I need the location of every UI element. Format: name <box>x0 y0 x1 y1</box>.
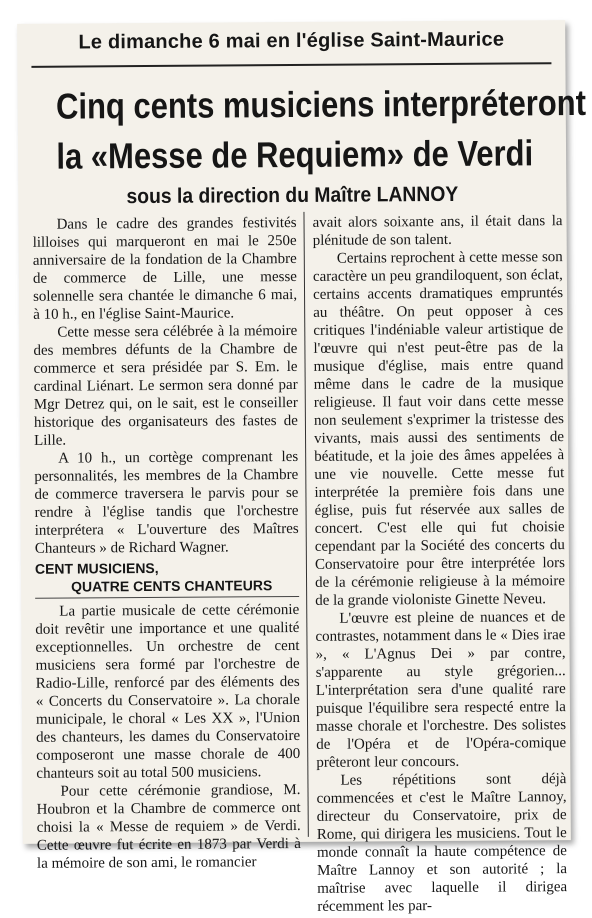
column-divider <box>303 212 308 837</box>
left-column <box>32 214 301 873</box>
intertitle-line-2: QUATRE CENTS CHANTEURS <box>71 577 273 595</box>
subheadline: sous la direction du Maître LANNOY <box>126 182 459 209</box>
headline-line-2: la «Messe de Requiem» de Verdi <box>56 132 534 177</box>
headline <box>55 78 587 181</box>
paragraph: Les répétitions sont déjà commencées et c'est le Maître Lannoy, directeur du Conservatoire, prix de Rome, qui dirigera les musiciens. Tout le monde connaît la haute compétence de Maître Lannoy et son autorité ; la maîtrise avec laquelle il dirigea récemment les par- <box>316 771 568 915</box>
section-rule <box>35 596 299 599</box>
headline-line-1: Cinq cents musiciens interpréteront <box>55 81 587 127</box>
paragraph: Pour cette cérémonie grandiose, M. Houbron et la Chambre de commerce ont choisi la « Messe de requiem » de Verdi. Cette œuvre fut écrite en 1873 par Verdi à la mémoire de son ami, le romancier <box>36 781 301 872</box>
paragraph: La partie musicale de cette cérémonie doit revêtir une importance et une qualité exceptionnelles. Un orchestre de cent musiciens sera formé par l'orchestre de Radio-Lille, renforcé par des éléments des « Concerts du Conservatoire ». La chorale municipale, le choral « Les XX », l'Union des chanteurs, les dames du Conservatoire composeront une masse chorale de 400 chanteurs soit au total 500 musiciens. <box>35 601 301 782</box>
newspaper-clipping <box>17 20 587 915</box>
intertitle-line-1: CENT MUSICIENS, <box>34 559 159 577</box>
top-rule <box>31 62 551 68</box>
right-column <box>312 212 567 916</box>
paragraph: Dans le cadre des grandes festivités lilloises qui marqueront en mai le 250e anniversaire de la fondation de la Chambre de commerce de Lille, une messe solennelle sera chantée le dimanche 6 mai, à 10 h., en l'église Saint-Maurice. <box>32 214 298 323</box>
intertitle <box>35 558 299 596</box>
paragraph: Certains reprochent à cette messe son caractère un peu grandiloquent, son éclat, certains accents dramatiques empruntés au théâtre. On peut opposer à ces critiques l'indéniable valeur artistique de l'œuvre qui n'est peut-être pas de la musique d'église, mais entre quand même dans le cadre de la musique religieuse. Il faut voir dans cette messe non seulement s'exprimer la tristesse des vivants, mais aussi des sentiments de béatitude, et la joie des âmes appelées à une vie nouvelle. Cette messe fut interprétée la première fois dans une église, puis fut réservée aux salles de concert. C'est elle qui fut choisie cependant par la Société des concerts du Conservatoire pour être interprétée lors de la cérémonie religieuse à la mémoire de la grande violoniste Ginette Neveu. <box>312 249 566 609</box>
kicker: Le dimanche 6 mai en l'église Saint-Maurice <box>78 28 505 54</box>
paragraph: Cette messe sera célébrée à la mémoire des membres défunts de la Chambre de commerce et sera présidée par S. Em. le cardinal Liénart. Le sermon sera donné par Mgr Detrez qui, on le sait, est le conseiller historique des organisateurs des fastes de Lille. <box>33 322 298 449</box>
paragraph: L'œuvre est pleine de nuances et de contrastes, notamment dans le « Dies irae », « L'Agnus Dei » par contre, s'apparente au style grégorien... L'interprétation sera d'une qualité rare puisque l'équilibre sera respecté entre la masse chorale et l'orchestre. Des solistes de l'Opéra et de l'Opéra-comique prêteront leur concours. <box>315 609 567 771</box>
paragraph: avait alors soixante ans, il était dans la plénitude de son talent. <box>312 213 563 249</box>
paragraph: A 10 h., un cortège comprenant les personnalités, les membres de la Chambre de commerce traversera le parvis pour se rendre à l'église tandis que l'orchestre interprétera « L'ouverture des Maîtres Chanteurs » de Richard Wagner. <box>34 448 299 557</box>
